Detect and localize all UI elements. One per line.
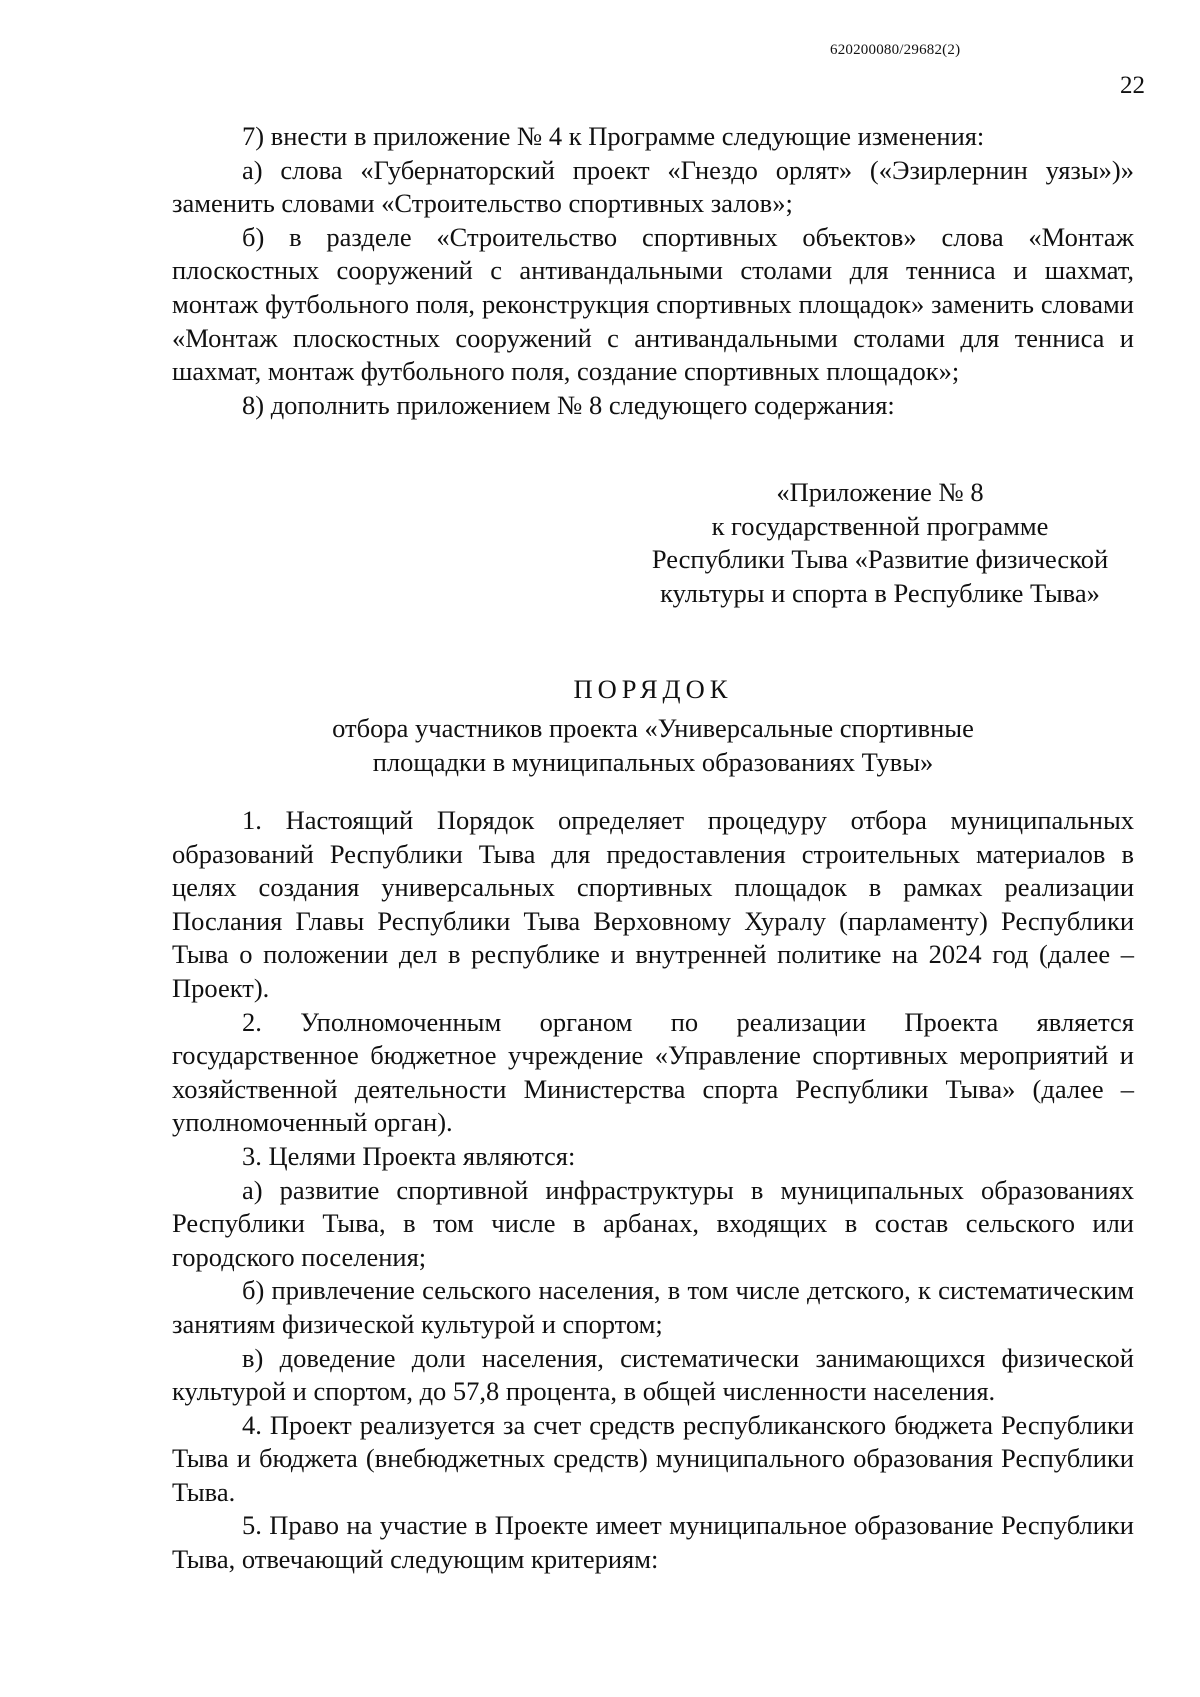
- amendment-paragraph: а) слова «Губернаторский проект «Гнездо орлят» («Эзирлернин уязы»)» заменить словами «Строительство спортивных залов»;: [172, 154, 1134, 219]
- document-title: ПОРЯДОК: [573, 674, 733, 704]
- appendix-header-line: «Приложение № 8: [776, 477, 984, 507]
- body-paragraph: в) доведение доли населения, систематически занимающихся физической культурой и спортом, до 57,8 процента, в общей численности населения.: [172, 1342, 1134, 1407]
- body-paragraph: 1. Настоящий Порядок определяет процедуру отбора муниципальных образований Республики Тыва для предоставления строительных материалов в целях создания универсальных спортивных площадок в рамках реализации Послания Главы Республики Тыва Верховному Хуралу (парламенту) Республики Тыва о положении дел в республике и внутренней политике на 2024 год (далее – Проект).: [172, 805, 1134, 1003]
- body-paragraph: 2. Уполномоченным органом по реализации Проекта является государственное бюджетное учреждение «Управление спортивных мероприятий и хозяйственной деятельности Министерства спорта Республики Тыва» (далее – уполномоченный орган).: [172, 1006, 1134, 1138]
- page-number: 22: [1120, 72, 1145, 99]
- body-paragraph: а) развитие спортивной инфраструктуры в муниципальных образованиях Республики Тыва, в том числе в арбанах, входящих в состав сельского или городского поселения;: [172, 1174, 1134, 1272]
- procedure-body: [172, 804, 1134, 1577]
- document-subtitle: [172, 712, 1134, 779]
- subtitle-line: отбора участников проекта «Универсальные спортивные: [332, 713, 974, 743]
- body-paragraph: б) привлечение сельского населения, в том числе детского, к систематическим занятиям физической культурой и спортом;: [172, 1275, 1134, 1339]
- body-paragraph: 4. Проект реализуется за счет средств республиканского бюджета Республики Тыва и бюджета (внебюджетных средств) муниципального образования Республики Тыва.: [172, 1409, 1134, 1507]
- body-paragraph: 5. Право на участие в Проекте имеет муниципальное образование Республики Тыва, отвечающий следующим критериям:: [172, 1510, 1134, 1575]
- amendment-paragraph: 8) дополнить приложением № 8 следующего содержания:: [242, 389, 895, 420]
- subtitle-line: площадки в муниципальных образованиях Тувы»: [372, 746, 934, 777]
- appendix-header-line: Республики Тыва «Развитие физической: [651, 544, 1109, 575]
- appendix-header: [620, 476, 1140, 610]
- body-paragraph: 3. Целями Проекта являются:: [242, 1140, 576, 1171]
- appendix-header-line: культуры и спорта в Республике Тыва»: [660, 577, 1100, 608]
- amendments-section: [172, 120, 1134, 422]
- appendix-header-line: к государственной программе: [711, 510, 1049, 541]
- amendment-paragraph: 7) внести в приложение № 4 к Программе следующие изменения:: [242, 121, 985, 151]
- document-id: 620200080/29682(2): [830, 42, 961, 58]
- amendment-paragraph: б) в разделе «Строительство спортивных объектов» слова «Монтаж плоскостных сооружений с антивандальными столами для тенниса и шахмат, монтаж футбольного поля, реконструкция спортивных площадок» заменить словами «Монтаж плоскостных сооружений с антивандальными столами для тенниса и шахмат, монтаж футбольного поля, создание спортивных площадок»;: [172, 221, 1134, 387]
